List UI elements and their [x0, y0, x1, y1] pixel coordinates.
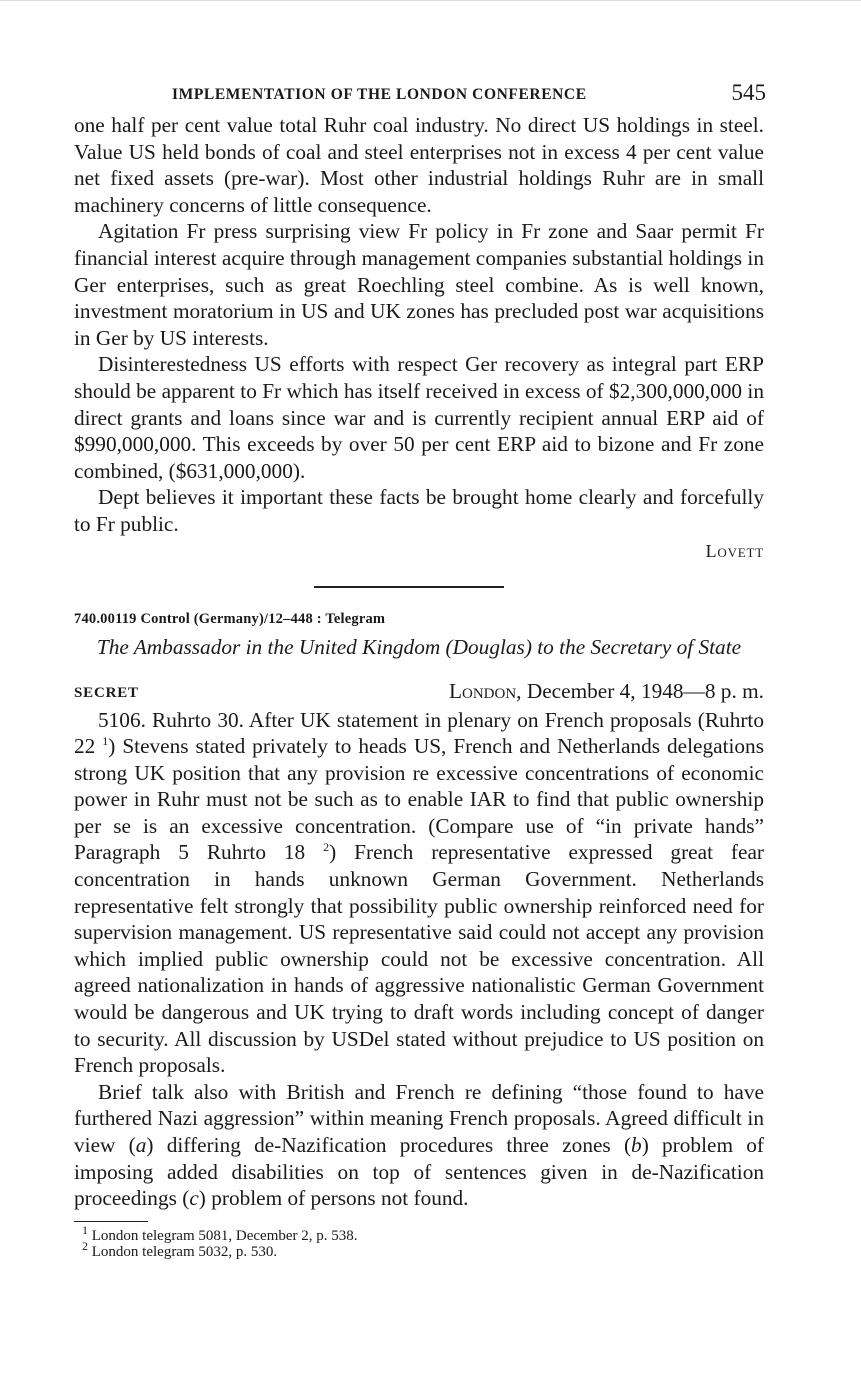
running-title: IMPLEMENTATION OF THE LONDON CONFERENCE	[172, 86, 587, 103]
section-divider	[314, 586, 504, 588]
signature: Lovett	[705, 540, 764, 561]
telegram-document	[74, 611, 764, 1212]
footnote-ref: 2	[323, 840, 330, 855]
footnote-text: London telegram 5081, December 2, p. 538.	[91, 1227, 358, 1244]
footnote-marker: 1	[82, 1222, 88, 1237]
body-paragraph: one half per cent value total Ruhr coal industry. No direct US holdings in steel. Value US held bonds of coal and steel enterprises not in excess 4 per cent value net fixed assets (pre-war). Most other industrial holdings Ruhr are in small machinery concerns of little consequence.	[74, 113, 764, 217]
text-run: ) differing de-Nazification procedures three zones (	[146, 1133, 632, 1157]
classification-label: SECRET	[74, 684, 139, 701]
footnote-ref: 1	[102, 734, 109, 748]
enum-letter: c	[189, 1186, 199, 1211]
place-and-date	[449, 679, 764, 704]
document-title: The Ambassador in the United Kingdom (Douglas) to the Secretary of State	[96, 634, 742, 659]
document-page	[74, 80, 764, 1260]
text-run: Brief talk also with British and French re defining “those found to have furthered Nazi aggression” within meaning French proposals. Agreed difficult in view (	[74, 1079, 764, 1157]
dateline	[74, 679, 764, 707]
text-run: ) problem of persons not found.	[198, 1186, 469, 1211]
body-paragraph: Agitation Fr press surprising view Fr policy in Fr zone and Saar permit Fr financial interest acquire through management companies substantial holdings in Ger enterprises, such as great Roechling steel combine. As is well known, investment moratorium in US and UK zones has precluded post war acquisitions in Ger by US interests.	[74, 219, 764, 350]
enum-letter: b	[631, 1133, 642, 1157]
footnote	[74, 1222, 764, 1244]
footnote-divider	[74, 1221, 148, 1222]
date: December 4, 1948—8 p. m.	[526, 678, 764, 703]
body-paragraph	[74, 1079, 764, 1212]
file-reference: 740.00119 Control (Germany)/12–448 : Telegram	[74, 610, 386, 627]
body-paragraph: Dept believes it important these facts be brought home clearly and forcefully to Fr public.	[74, 485, 764, 536]
text-run: 5106. Ruhrto 30. After UK statement in plenary on French proposals (Ruhrto 22	[74, 707, 764, 759]
page-number: 545	[731, 80, 766, 105]
top-edge-rule	[0, 0, 861, 1]
footnote-marker: 2	[82, 1238, 88, 1253]
footnote-text: London telegram 5032, p. 530.	[91, 1243, 278, 1260]
prior-document-continuation	[74, 112, 764, 562]
body-paragraph	[74, 707, 764, 1079]
running-head	[74, 80, 764, 112]
text-run: ) Stevens stated privately to heads US, French and Netherlands delegations strong UK position that any provision re excessive concentrations of economic power in Ruhr must not be such as to enable IAR to find that public ownership per se is an excessive concentration. (Compare use of “in private hands” Paragraph 5 Ruhrto 18	[74, 734, 764, 865]
place: London,	[449, 678, 522, 703]
enum-letter: a	[135, 1133, 147, 1157]
body-paragraph: Disinterestedness US efforts with respect Ger recovery as integral part ERP should be apparent to Fr which has itself received in excess of $2,300,000,000 in direct grants and loans since war and is currently recipient annual ERP aid of $990,000,000. This exceeds by over 50 per cent ERP aid to bizone and Fr zone combined, ($631,000,000).	[74, 352, 764, 483]
text-run: ) French representative expressed great fear concentration in hands unknown German Government. Netherlands representative felt strongly that possibility public ownership reinforced need for supervision management. US representative said could not accept any provision which implied public ownership could not be excessive concentration. All agreed nationalization in hands of aggressive nationalistic German Government would be dangerous and UK trying to draft words including concept of danger to security. All discussion by USDel stated without prejudice to US position on French proposals.	[74, 840, 764, 1078]
text-run: ) problem of imposing added disabilities on top of sentences given in de-Nazification proceedings (	[74, 1133, 764, 1211]
footnote	[74, 1238, 764, 1260]
